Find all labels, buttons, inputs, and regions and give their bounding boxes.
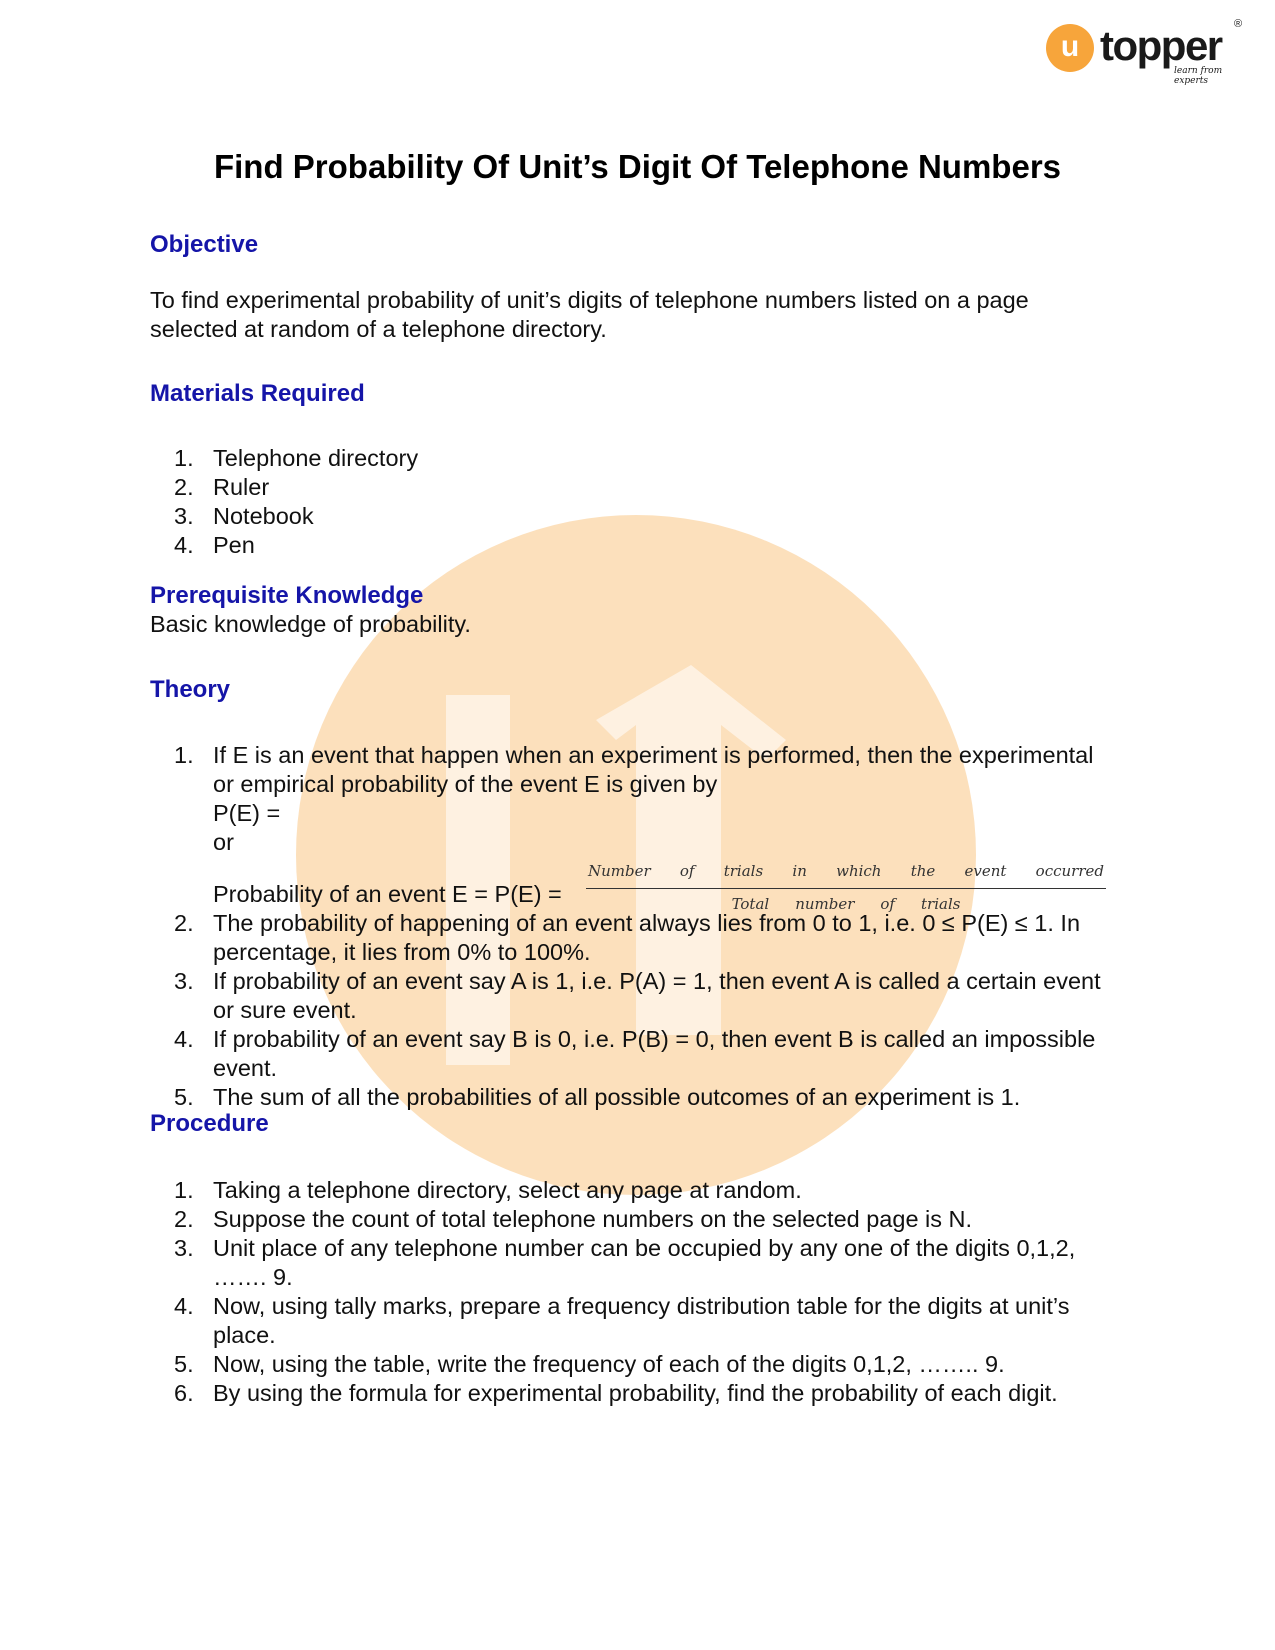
- list-number: 1.: [174, 445, 194, 471]
- list-item-text: Unit place of any telephone number can be occupied by any one of the digits 0,1,2, ……. 9.: [213, 1235, 1076, 1290]
- list-item: [150, 1234, 1110, 1292]
- list-number: 2.: [174, 474, 194, 500]
- formula-lhs: Probability of an event E = P(E) =: [213, 881, 562, 907]
- fraction-word: occurred: [1035, 862, 1104, 880]
- theory-heading: Theory: [150, 676, 231, 703]
- registered-mark: ®: [1234, 18, 1243, 30]
- fraction-word: of: [880, 895, 895, 913]
- fraction-word: Total: [731, 895, 770, 913]
- list-item: [150, 1205, 1110, 1234]
- fraction-word: number: [795, 895, 855, 913]
- list-item: [150, 1176, 1110, 1205]
- procedure-list: [150, 1176, 1110, 1408]
- list-item: [150, 1379, 1110, 1408]
- procedure-heading: Procedure: [150, 1110, 269, 1137]
- list-item-text: If probability of an event say A is 1, i.e. P(A) = 1, then event A is called a certain event or sure event.: [213, 968, 1101, 1023]
- list-item-text: Now, using the table, write the frequency of each of the digits 0,1,2, …….. 9.: [213, 1351, 1005, 1377]
- list-item: [150, 1025, 1110, 1083]
- list-item-text: Ruler: [213, 474, 270, 500]
- probability-formula: [213, 861, 1110, 913]
- materials-list: [150, 444, 1110, 560]
- list-item: [150, 967, 1110, 1025]
- fraction-word: of: [679, 862, 695, 880]
- objective-heading: Objective: [150, 231, 259, 258]
- fraction-word: Number: [588, 862, 651, 880]
- prerequisite-heading: Prerequisite Knowledge: [150, 582, 424, 609]
- list-item: [150, 909, 1110, 967]
- list-number: 3.: [174, 503, 194, 529]
- list-item-text: Taking a telephone directory, select any page at random.: [213, 1177, 802, 1203]
- list-number: 1.: [174, 1177, 194, 1203]
- list-number: 6.: [174, 1380, 194, 1406]
- list-item-text: The sum of all the probabilities of all possible outcomes of an experiment is 1.: [213, 1084, 1021, 1110]
- list-item-text: If probability of an event say B is 0, i.e. P(B) = 0, then event B is called an impossible event.: [213, 1026, 1096, 1081]
- fraction-numerator: [586, 857, 1106, 889]
- list-item: [150, 473, 1110, 502]
- list-item-text: The probability of happening of an event always lies from 0 to 1, i.e. 0 ≤ P(E) ≤ 1. In percentage, it lies from 0% to 100%.: [213, 910, 1081, 965]
- list-item-text: By using the formula for experimental probability, find the probability of each digit.: [213, 1380, 1058, 1406]
- list-item: [150, 502, 1110, 531]
- fraction-word: trials: [723, 862, 764, 880]
- objective-text: To find experimental probability of unit’s digits of telephone numbers listed on a page selected at random of a telephone directory.: [150, 287, 1029, 342]
- list-number: 3.: [174, 1235, 194, 1261]
- list-item-text: Pen: [213, 532, 255, 558]
- list-number: 3.: [174, 968, 194, 994]
- brand-tagline: learn from experts: [1174, 66, 1223, 86]
- fraction-word: event: [964, 862, 1007, 880]
- list-item-text: Suppose the count of total telephone numbers on the selected page is N.: [213, 1206, 973, 1232]
- list-number: 5.: [174, 1084, 194, 1110]
- fraction-word: which: [836, 862, 882, 880]
- materials-heading: Materials Required: [150, 380, 365, 407]
- list-number: 1.: [174, 742, 194, 768]
- list-item: [150, 531, 1110, 560]
- list-item: [150, 1083, 1110, 1112]
- list-item-text: Now, using tally marks, prepare a frequency distribution table for the digits at unit’s place.: [213, 1293, 1070, 1348]
- list-number: 5.: [174, 1351, 194, 1377]
- fraction-word: trials: [921, 895, 961, 913]
- brand-name: topper: [1100, 22, 1222, 69]
- brand-logo: [1046, 18, 1246, 86]
- list-item: [150, 1350, 1110, 1379]
- theory-item-text: If E is an event that happen when an experiment is performed, then the experimental or empirical probability of the event E is given by: [213, 742, 1094, 797]
- fraction-word: the: [910, 862, 936, 880]
- list-number: 2.: [174, 910, 194, 936]
- list-number: 2.: [174, 1206, 194, 1232]
- list-number: 4.: [174, 1026, 194, 1052]
- theory-list: [150, 741, 1110, 1112]
- brand-mark-icon: u: [1046, 24, 1094, 72]
- fraction-word: in: [792, 862, 807, 880]
- list-item-text: Notebook: [213, 503, 314, 529]
- list-number: 4.: [174, 1293, 194, 1319]
- or-label: or: [213, 829, 234, 855]
- pe-label: P(E) =: [213, 800, 281, 826]
- list-item: [150, 1292, 1110, 1350]
- prerequisite-text: Basic knowledge of probability.: [150, 611, 471, 637]
- list-item: [150, 741, 1110, 913]
- list-item: [150, 444, 1110, 473]
- page-title: Find Probability Of Unit’s Digit Of Telephone Numbers: [213, 148, 1062, 185]
- list-number: 4.: [174, 532, 194, 558]
- list-item-text: Telephone directory: [213, 445, 419, 471]
